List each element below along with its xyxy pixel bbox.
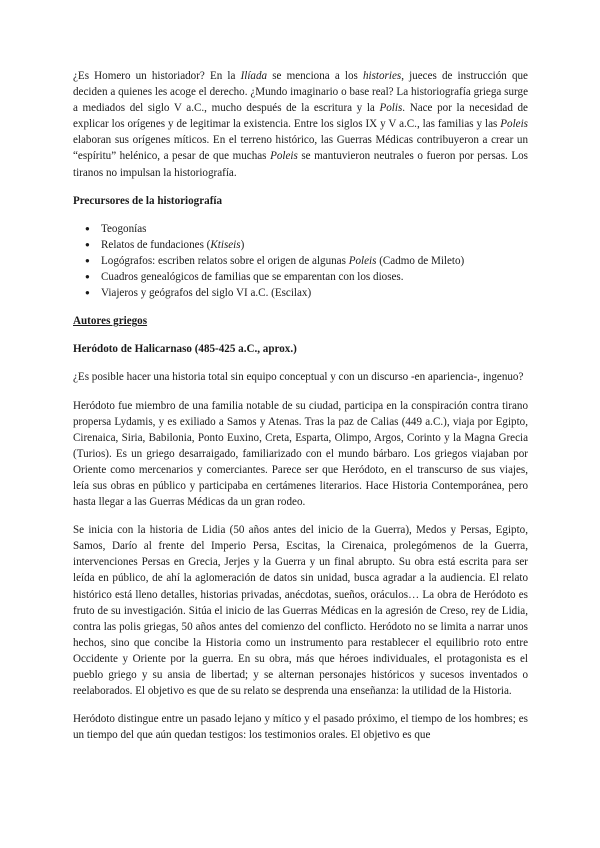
- list-item: ● Viajeros y geógrafos del siglo VI a.C. (Escilax): [101, 285, 528, 301]
- autores-heading: Autores griegos: [73, 315, 148, 328]
- page-content: [73, 68, 528, 755]
- list-item: ● Relatos de fundaciones (Ktiseis): [101, 237, 528, 253]
- precursores-list: [73, 221, 528, 301]
- herodoto-paragraph-2: Se inicia con la historia de Lidia (50 años antes del inicio de la Guerra), Medos y Persas, Egipto, Samos, Darío al frente del Imperio Persa, Escitas, la Cirenaica, prolegómenos de la Guerra, intervenciones Persas en Grecia, Jerjes y la Guerra y un final abrupto. Su obra está escrita para ser leída en público, de ahí la aglomeración de datos sin unidad, busca agradar a la audiencia. El relato histórico está lleno detalles, historias privadas, anécdotas, sueños, oráculos… La obra de Heródoto es fruto de su investigación. Sitúa el inicio de las Guerras Médicas en la agresión de Creso, rey de Lidia, contra las polis griegas, 50 años antes del comienzo del conflicto. Heródoto no se limita a narrar unos hechos, sino que concibe la Historia como un instrumento para restablecer el equilibrio roto entre Occidente y Oriente por la guerra. En su obra, más que héroes individuales, el protagonista es el pueblo griego y su ansia de libertad; y se alternan personajes históricos y sucesos inventados o reelaborados. El objetivo es que de su relato se desprenda una enseñanza: la utilidad de la Historia.: [73, 524, 528, 698]
- precursores-heading: Precursores de la historiografía: [73, 194, 223, 207]
- herodoto-heading: Heródoto de Halicarnaso (485-425 a.C., aprox.): [73, 343, 297, 356]
- list-item: ● Cuadros genealógicos de familias que se emparentan con los dioses.: [101, 269, 528, 285]
- list-item: ● Teogonías: [101, 221, 528, 237]
- question-paragraph: ¿Es posible hacer una historia total sin equipo conceptual y con un discurso -en apariencia-, ingenuo?: [73, 371, 524, 384]
- herodoto-paragraph-3: Heródoto distingue entre un pasado lejano y mítico y el pasado próximo, el tiempo de los hombres; es un tiempo del que aún quedan testigos: los testimonios orales. El objetivo es que: [73, 713, 528, 742]
- list-item: ● Logógrafos: escriben relatos sobre el origen de algunas Poleis (Cadmo de Mileto): [101, 253, 528, 269]
- herodoto-paragraph-1: Heródoto fue miembro de una familia notable de su ciudad, participa en la conspiración contra tirano propersa Lydamis, y es exiliado a Samos y Atenas. Tras la paz de Calias (449 a.C.), viaja por Egipto, Cirenaica, Siria, Babilonia, Ponto Euxino, Creta, Esparta, Olimpo, Argos, Corinto y la Magna Grecia (Turios). Es un griego desarraigado, familiarizado con el mundo bárbaro. Los griegos viajaban por Oriente como mercenarios y comerciantes. Parece ser que Heródoto, en el transcurso de sus viajes, leía sus obras en público y participaba en certámenes literarios. Hace Historia Contemporánea, pero hasta llegar a las Guerras Médicas da un gran rodeo.: [73, 399, 528, 509]
- intro-paragraph: ¿Es Homero un historiador? En la Ilíada se menciona a los histories, jueces de instrucción que deciden a quienes les acoge el derecho. ¿Mundo imaginario o base real? La historiografía griega surge a mediados del siglo V a.C., mucho después de la escritura y la Polis. Nace por la necesidad de explicar los orígenes y de legitimar la existencia. Entre los siglos IX y V a.C., las familias y las Poleis elaboran sus orígenes míticos. En el terreno histórico, las Guerras Médicas contribuyeron a crear un “espíritu” helénico, a pesar de que muchas Poleis se mantuvieron neutrales o fueron por persas. Los tiranos no impulsan la historiografía.: [73, 70, 528, 179]
